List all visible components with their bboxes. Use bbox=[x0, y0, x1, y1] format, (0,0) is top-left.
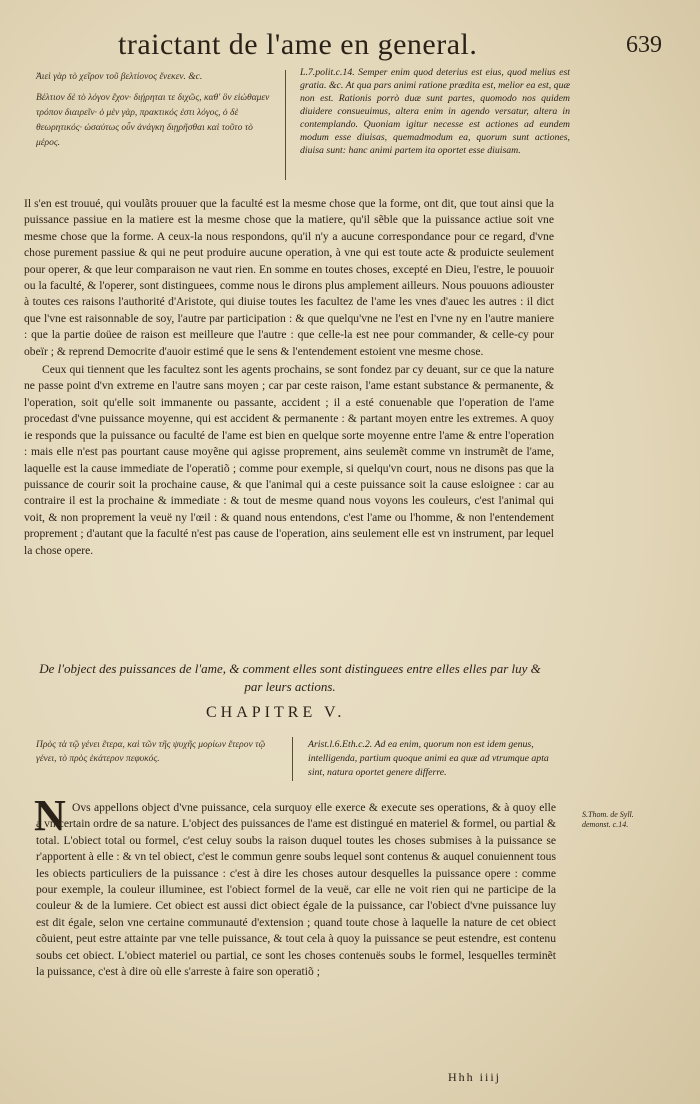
body-paragraph: Il s'en est trouué, qui voulãts prouuer que la faculté est la mesme chose que la forme, ont dit, que tout ainsi que la puissance passiue en la matiere est la mesme chose que la matiere, qu'il sẽble que la puissance actiue soit vne mesme chose que la forme. A ceux-la nous respondons, qu'il n'y a aucune correspondance pour ce regard, d'vne chose purement passiue & qui ne peut produire aucune operation, à vne qui est toute acte & produicte seulement pour operer, & que leur comparaison ne vaut rien. En somme en toutes choses, excepté en Dieu, l'estre, le pouuoir ou la faculté, & l'operer, sont distinguees, comme nous le dirons plus amplement ailleurs. Nous pouuons adiouster à toutes ces raisons l'authorité d'Aristote, qui diuise toutes les facultez de l'ame les vnes d'auec les autres : il dict que l'vne est raisonnable de soy, l'autre par participation : & que quelqu'vne ne l'est en l'vne ny en l'autre maniere : que la partie doüee de raison est meilleure que l'autre : que celle-la est nee pour commander, & celle-cy pour obeïr ; & reprend Democrite d'auoir estimé que le sens & l'entendement estoient vne mesme chose. bbox=[24, 197, 554, 358]
latin-reference: L.7.polit.c.14. bbox=[300, 67, 355, 78]
latin-reference: Arist.l.6.Eth.c.2. bbox=[308, 739, 373, 750]
running-title: traictant de l'ame en general. bbox=[118, 28, 478, 61]
latin-citation-chapter bbox=[308, 738, 558, 780]
chapter-heading: De l'object des puissances de l'ame, & comment elles sont distinguees entre elles elles par luy & par leurs actions. bbox=[39, 661, 541, 694]
greek-citation-chapter: Πρὸς τὰ τῷ γένει ἕτερα, καὶ τῶν τῆς ψυχῆς μορίων ἕτερον τῷ γένει, τὸ πρὸς ἑκάτερον πεφυκός. bbox=[36, 740, 266, 764]
chapter-body bbox=[36, 800, 556, 980]
greek-citation-top bbox=[36, 70, 276, 157]
latin-citation-top bbox=[300, 66, 570, 157]
chapter-title: CHAPITRE V. bbox=[206, 704, 346, 721]
page-number: 639 bbox=[626, 32, 662, 58]
greek-line: Ἀιεὶ γὰρ τὸ χεῖρον τοῦ βελτίονος ἕνεκεν. &c. bbox=[36, 72, 203, 82]
latin-text: Ad ea enim, quorum non est idem genus, intelligenda, partium quoque animi ea quæ ad vtrumque apta sint, natura oportet genere differre. bbox=[308, 739, 549, 778]
latin-text: Semper enim quod deterius est eius, quod melius est gratia. &c. At qua pars animi ratione prædita est, melior ea est, quæ non est. Rationis porrò duæ sunt partes, quomodo nos quidem diuidere consueuimus, altera enim in agendo versatur, altera in contemplando. Quoniam igitur necesse est actiones ad eundem modum esse diuisas, quemadmodum ea, quorum sunt actiones, diuisa sunt: hanc animi partem ita oportet esse diuisam. bbox=[300, 67, 571, 156]
column-rule bbox=[285, 70, 286, 180]
signature-mark: Hhh iiij bbox=[448, 1070, 502, 1084]
body-paragraph: Ovs appellons object d'vne puissance, cela surquoy elle exerce & execute ses operations, & à quoy elle a vn certain ordre de sa nature. L'object des puissances de l'ame est distingué en materiel & formel, ou partial & total. L'obiect total ou formel, c'est celuy soubs la raison duquel toutes les choses submises à la puissance se r'apportent à elle : & vn tel obiect, c'est le commun genre soubs lequel sont contenus & auquel conuiennent tous les obiects particuliers de la puissance : c'est à dire les choses autour desquelles la puissance opere : comme pour exemple, la couleur illuminee, est l'obiect formel de la veuë, car elle ne voit rien qui ne participe de la couleur & de la lumiere. Cet obiect est aussi dict obiect égale de la puissance, car l'obiect d'vne puissance luy est dit égale, selon vne certaine communauté d'extension ; quand toute chose à laquelle la nature de cet obiect cõuient, peut estre attainte par vne telle puissance, & tout cela à quoy la puissance se peut estendre, est contenu soubs cet obiect. L'obiect materiel ou partial, ce sont les choses contenuës soubs le formel, lesquelles terminẽt la puissance, c'est à dire où elle s'arreste à faire son operatiõ ; bbox=[36, 801, 556, 979]
column-rule bbox=[292, 737, 293, 781]
drop-cap: N bbox=[34, 791, 66, 840]
body-paragraph: Ceux qui tiennent que les facultez sont les agents prochains, se sont fondez par cy deuant, sur ce que la nature ne passe point d'vn extreme en l'autre sans moyen ; car par ceste raison, l'ame estant substance & permanente, & l'operation, soit qu'elle soit immanente ou passante, accident ; il a esté conuenable que l'operation de l'ame procedast d'vne puissance moyenne, qui est accident & permanente : & partant moyen entre les extremes. A quoy ie responds que la puissance ou faculté de l'ame est bien en quelque sorte moyenne entre l'ame & entre l'operation : mais elle n'est pas pourtant cause moyẽne qui agisse proprement, ains seulemẽt comme vn instrumẽt de l'ame, laquelle est la cause immediate de l'operatiõ ; comme pour exemple, si quelqu'vn court, nous ne disons pas que la puissance de courir soit la prochaine cause, & que l'animal qui a ceste puissance soit la cause esloignee : car au contraire il est la prochaine & immediate : & tout de mesme quand nous voyons les couleurs, c'est l'animal qui voit, & non proprement la veuë ny l'œil : & quand nous entendons, c'est l'ame ou l'homme, & non l'entendement proprement ; d'autant que la faculté n'est pas cause de l'operation, ains seulement elle est vn instrument, par lequel la chose opere. bbox=[24, 363, 554, 557]
main-body bbox=[24, 196, 554, 559]
margin-note: S.Thom. de Syll. demonst. c.14. bbox=[582, 810, 634, 829]
greek-line: Βέλτιον δὲ τὸ λόγον ἔχον· διῄρηται τε διχῶς, καθ' ὃν εἰώθαμεν τρόπον διαιρεῖν· ὁ μὲν γὰρ, πρακτικός ἐστι λόγος, ὁ δὲ θεωρητικός· ὡσαύτως οὖν ἀνάγκη διῃρῆσθαι καὶ τοῦτο τὸ μέρος. bbox=[36, 93, 270, 148]
running-head bbox=[118, 28, 678, 68]
